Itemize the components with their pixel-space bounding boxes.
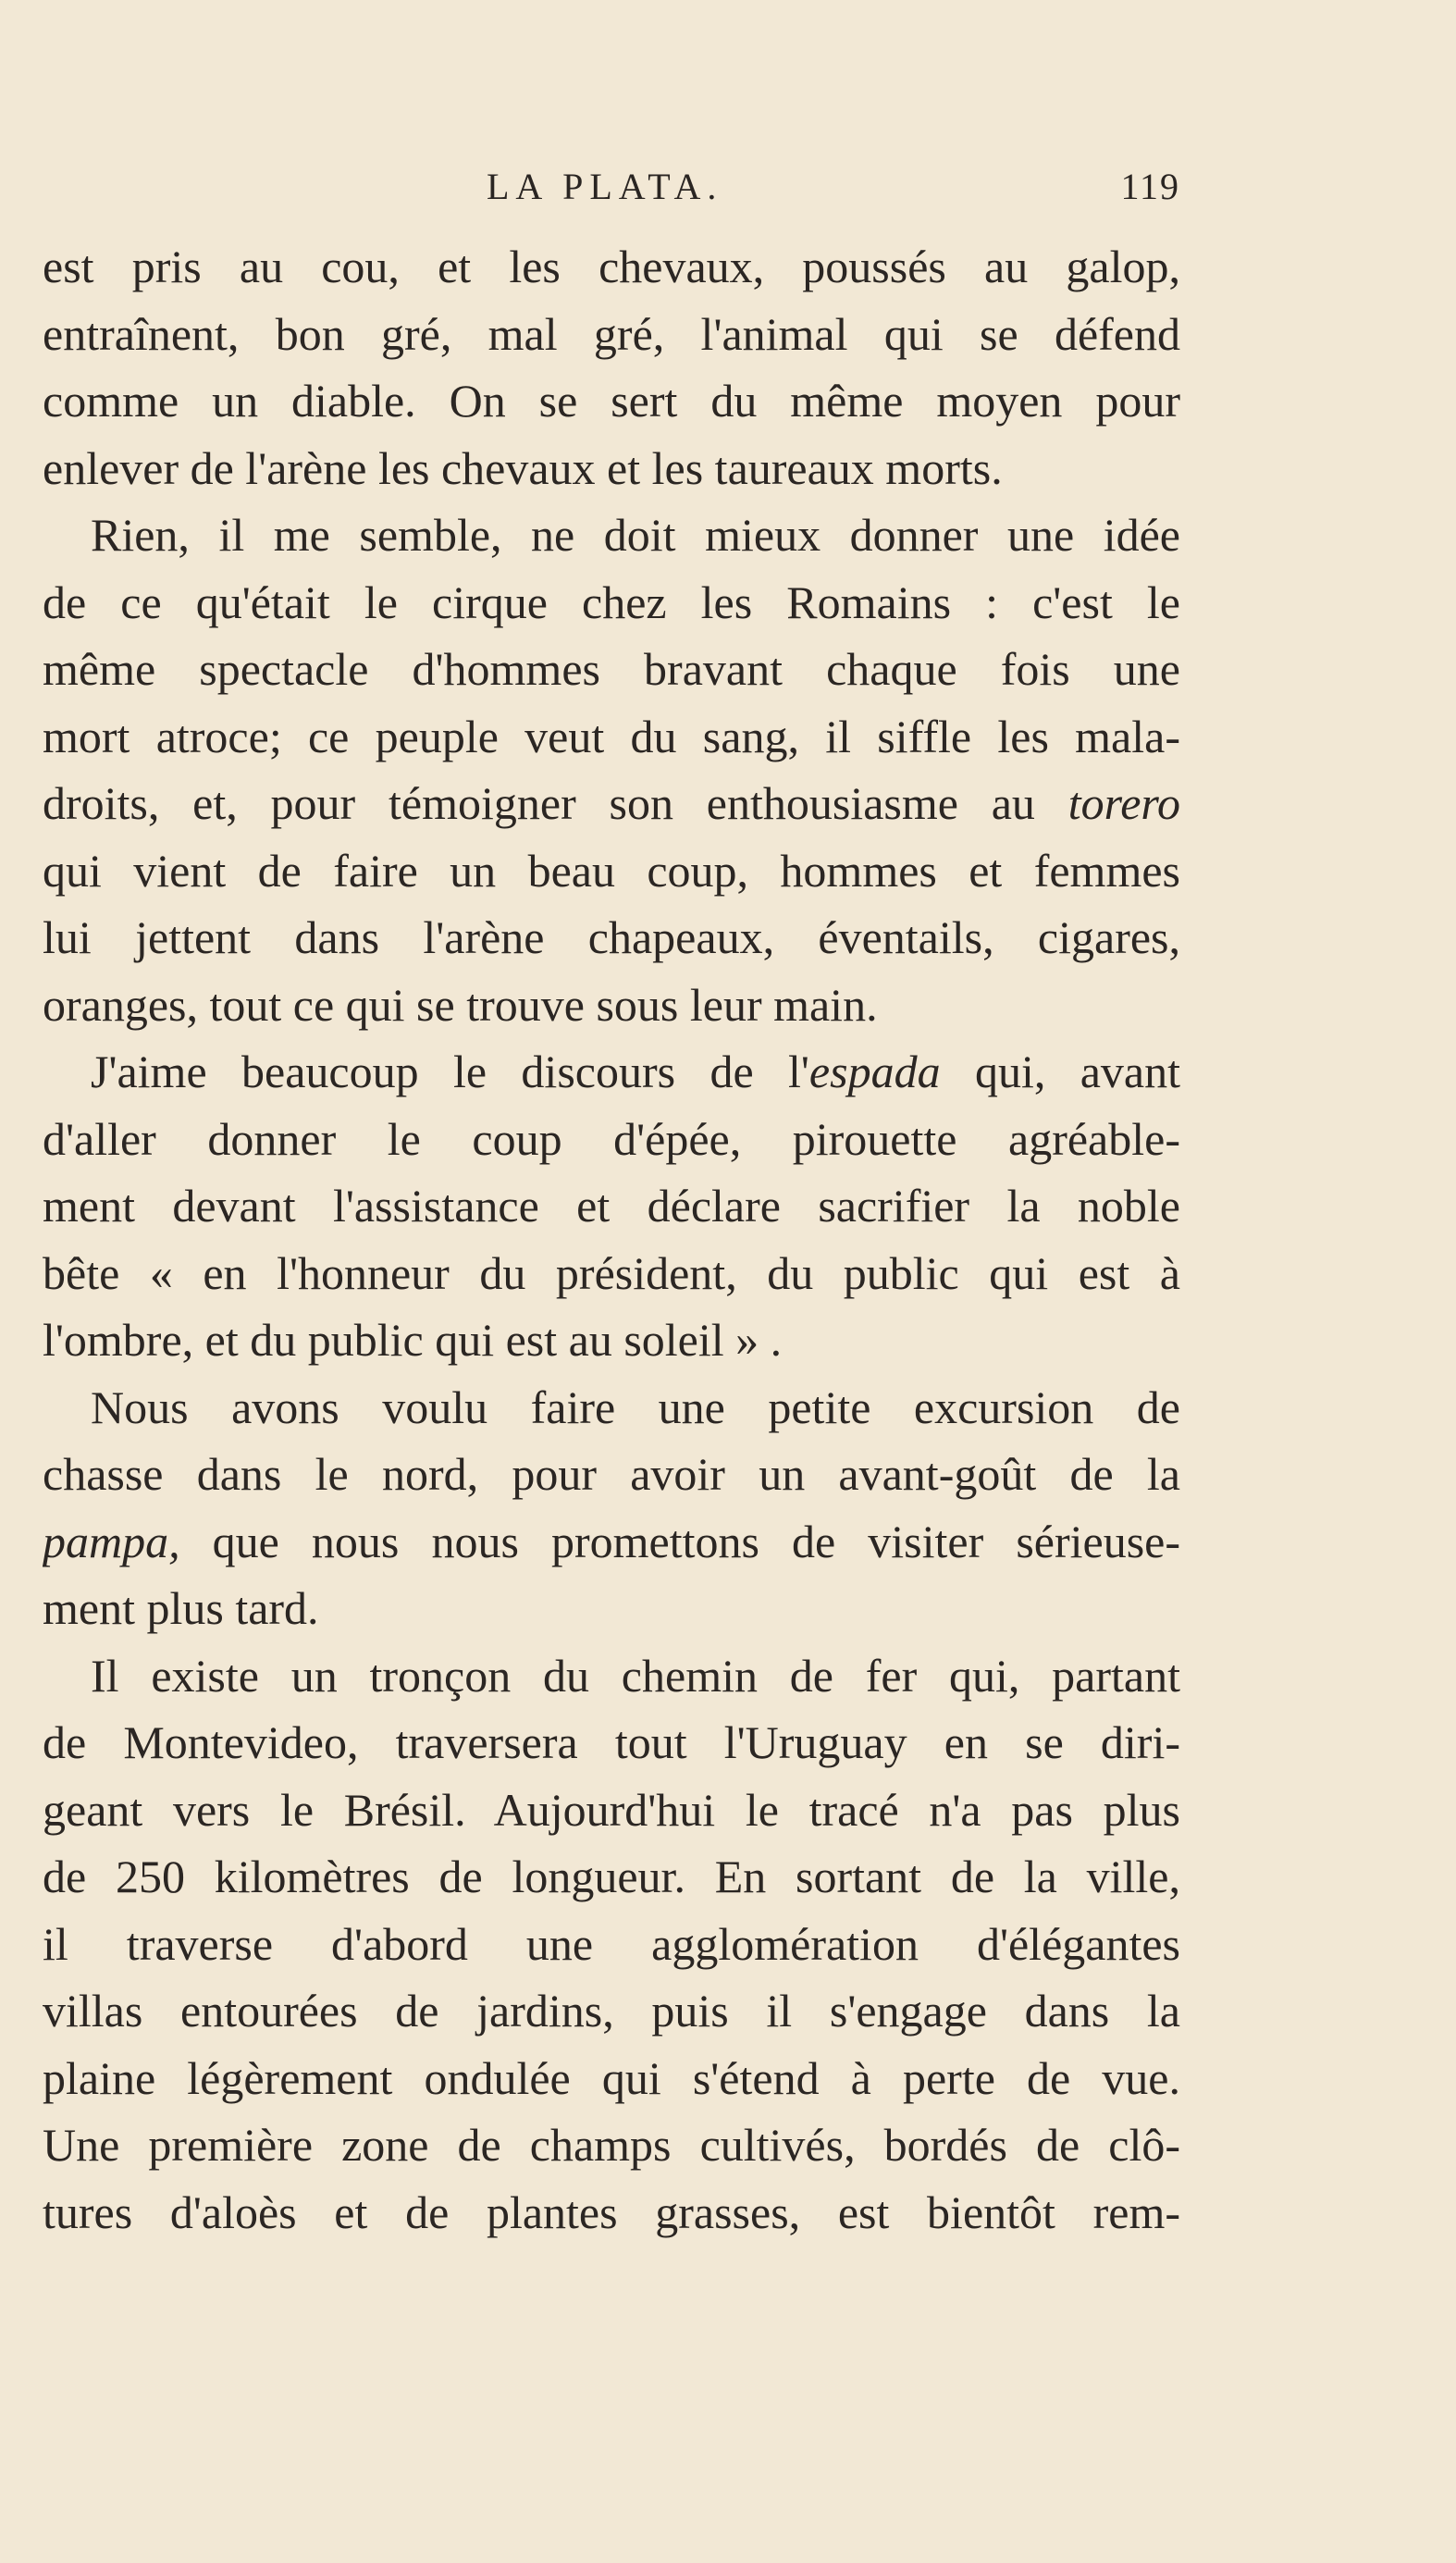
body-text — [43, 233, 1180, 2246]
italic-term: pampa, — [43, 1515, 180, 1567]
italic-term: torero — [1067, 777, 1180, 829]
text-line: ment devant l'assistance et déclare sacrifier la noble — [43, 1180, 1180, 1232]
text-line: l'ombre, et du public qui est au soleil » . — [43, 1314, 783, 1366]
running-title: LA PLATA. — [487, 166, 723, 207]
text-line: même spectacle d'hommes bravant chaque fois une — [43, 643, 1180, 695]
text-line: oranges, tout ce qui se trouve sous leur main. — [43, 978, 878, 1031]
text-line: villas entourées de jardins, puis il s'engage dans la — [43, 1985, 1180, 2037]
text-line: Rien, il me semble, ne doit mieux donner une idée — [91, 509, 1180, 561]
text-line: Il existe un tronçon du chemin de fer qui, partant — [91, 1649, 1180, 1702]
text-line: tures d'aloès et de plantes grasses, est bientôt rem- — [43, 2185, 1180, 2238]
page-number: 119 — [1120, 166, 1180, 207]
text-line: d'aller donner le coup d'épée, pirouette agréable- — [43, 1112, 1180, 1165]
text-line: entraînent, bon gré, mal gré, l'animal qui se défend — [43, 307, 1180, 360]
text-line: ment plus tard. — [43, 1582, 319, 1634]
text-line: Nous avons voulu faire une petite excursion de — [91, 1381, 1180, 1433]
text-line: qui vient de faire un beau coup, hommes et femmes — [43, 844, 1180, 897]
text-line: mort atroce; ce peuple veut du sang, il siffle les mala- — [43, 710, 1180, 762]
text-line: de ce qu'était le cirque chez les Romains : c'est le — [43, 576, 1180, 628]
text-line: comme un diable. On se sert du même moyen pour — [43, 375, 1180, 427]
text-line: geant vers le Brésil. Aujourd'hui le tracé n'a pas plus — [43, 1783, 1180, 1836]
page-header — [43, 165, 1180, 217]
text-line: est pris au cou, et les chevaux, poussés au galop, — [43, 241, 1180, 292]
text-line: J'aime beaucoup le discours de l'espada qui, avant — [91, 1046, 1180, 1097]
text-line: lui jettent dans l'arène chapeaux, éventails, cigares, — [43, 911, 1180, 963]
text-line: de 250 kilomètres de longueur. En sortant de la ville, — [43, 1851, 1180, 1902]
text-line: Une première zone de champs cultivés, bordés de clô- — [43, 2119, 1180, 2171]
text-line: droits, et, pour témoigner son enthousiasme au torero — [43, 777, 1180, 829]
text-line: chasse dans le nord, pour avoir un avant-goût de la — [43, 1448, 1180, 1500]
text-line: de Montevideo, traversera tout l'Uruguay en se diri- — [43, 1716, 1180, 1768]
italic-term: espada — [808, 1046, 941, 1097]
text-line: plaine légèrement ondulée qui s'étend à perte de vue. — [43, 2051, 1180, 2104]
text-line: il traverse d'abord une agglomération d'élégantes — [43, 1917, 1180, 1970]
text-line: enlever de l'arène les chevaux et les taureaux morts. — [43, 441, 1003, 494]
text-line: pampa, que nous nous promettons de visiter sérieuse- — [43, 1515, 1180, 1567]
text-line: bête « en l'honneur du président, du public qui est à — [43, 1246, 1180, 1299]
